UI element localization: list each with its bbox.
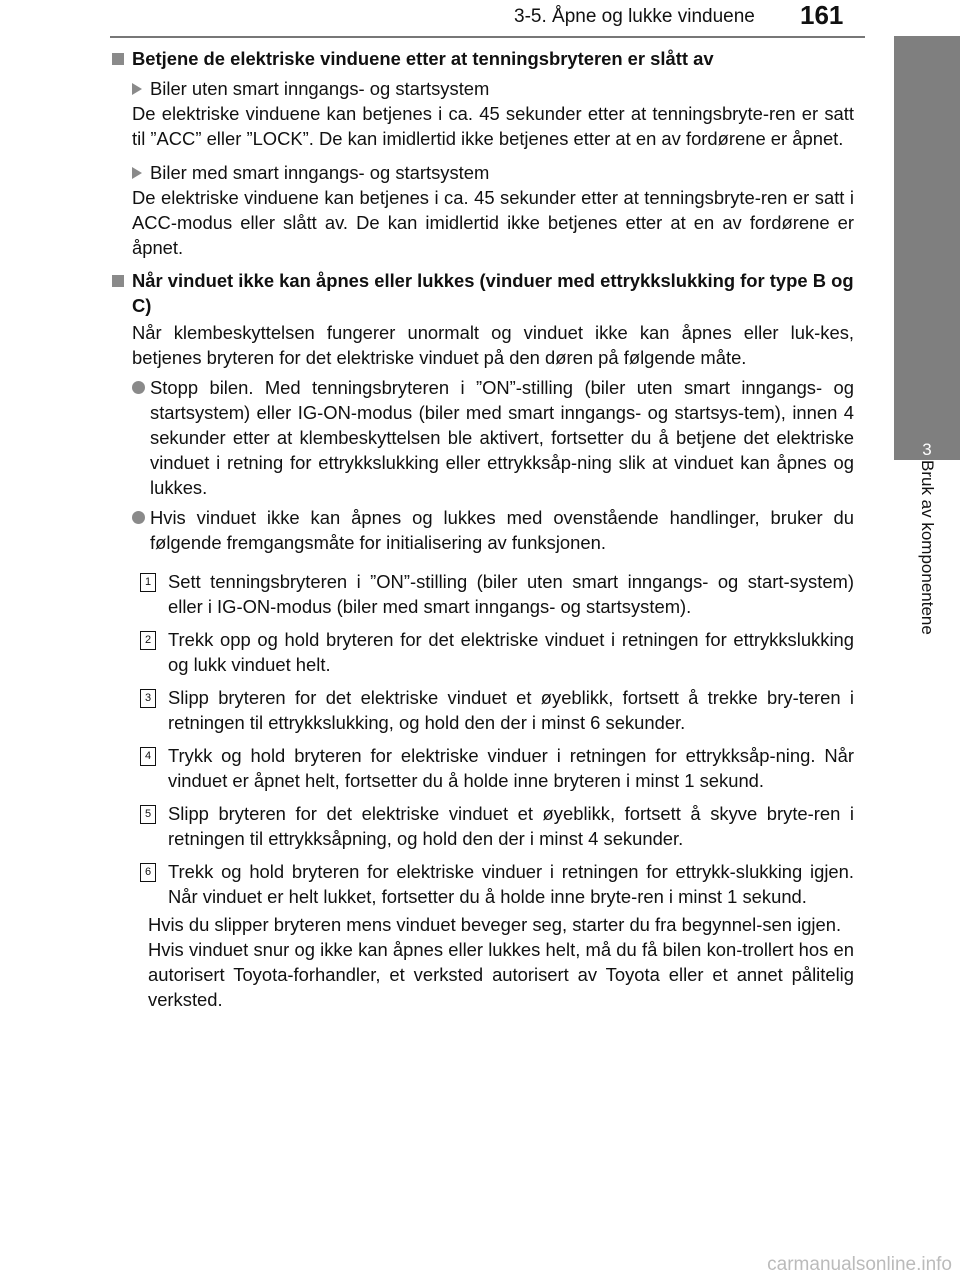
list-item: Stopp bilen. Med tenningsbryteren i ”ON”-stilling (biler uten smart inngangs- og startsystem) eller IG-ON-modus (biler med smart inngangs- og startsys-tem), innen 4 sekunder etter at klembeskyttelsen ble aktivert, fortsetter du å betjene det elektriske vinduet i retning for ettrykkslukking eller ettrykksåp-ning slik at vinduet kan åpnes og lukkes. — [112, 375, 854, 500]
step-number: 5 — [140, 805, 156, 824]
circle-bullet-icon — [132, 511, 145, 524]
chapter-label-area — [894, 460, 960, 690]
paragraph: De elektriske vinduene kan betjenes i ca. 45 sekunder etter at tenningsbryte-ren er satt i ACC-modus eller slått av. De kan imidlertid ikke betjenes etter at en av fordørene er åpnet. — [132, 187, 854, 258]
step-item: 5 Slipp bryteren for det elektriske vinduet et øyeblikk, fortsett å skyve bryte-ren i retningen til ettrykksåpning, og hold den der i minst 4 sekunder. — [112, 801, 854, 851]
step-number: 3 — [140, 689, 156, 708]
section-heading: Når vinduet ikke kan åpnes eller lukkes (vinduer med ettrykkslukking for type B og C) — [112, 268, 854, 318]
header-title: 3-5. Åpne og lukke vinduene — [514, 6, 755, 27]
triangle-bullet-icon — [132, 167, 142, 179]
header-divider — [110, 36, 865, 38]
step-item: 6 Trekk og hold bryteren for elektriske vinduer i retningen for ettrykk-slukking igjen. Når vinduet er helt lukket, fortsetter du å holde inne bryte-ren i minst 1 sekund. — [112, 859, 854, 909]
paragraph: Når klembeskyttelsen fungerer unormalt og vinduet ikke kan åpnes eller luk-kes, betjenes bryteren for det elektriske vinduet på den døren på følgende måte. — [132, 322, 854, 368]
step-item: 3 Slipp bryteren for det elektriske vinduet et øyeblikk, fortsett å trekke bry-teren i retningen til ettrykkslukking, og hold den der i minst 6 sekunder. — [112, 685, 854, 735]
page-header — [0, 0, 960, 40]
step-item: 4 Trykk og hold bryteren for elektriske vinduer i retningen for ettrykksåp-ning. Når vinduet er åpnet helt, fortsetter du å holde inne bryteren i minst 1 sekund. — [112, 743, 854, 793]
list-item: Hvis vinduet ikke kan åpnes og lukkes med ovenstående handlinger, bruker du følgende fremgangsmåte for initialisering av funksjonen. — [112, 505, 854, 555]
square-bullet-icon — [112, 53, 124, 65]
square-bullet-icon — [112, 275, 124, 287]
subsection-label: Biler med smart inngangs- og startsystem — [112, 160, 854, 185]
note-text: Hvis vinduet snur og ikke kan åpnes eller lukkes helt, må du få bilen kon-trollert hos en autorisert Toyota-forhandler, et verksted autorisert av Toyota eller et annet pålitelig verksted. — [148, 939, 854, 1010]
step-number: 6 — [140, 863, 156, 882]
paragraph: De elektriske vinduene kan betjenes i ca. 45 sekunder etter at tenningsbryte-ren er satt til ”ACC” eller ”LOCK”. De kan imidlertid ikke betjenes etter at en av fordørene er åpnet. — [132, 103, 854, 149]
step-number: 2 — [140, 631, 156, 650]
chapter-tab — [894, 36, 960, 460]
step-number: 1 — [140, 573, 156, 592]
watermark: carmanualsonline.info — [767, 1254, 952, 1275]
chapter-label: Bruk av komponentene — [918, 460, 937, 635]
circle-bullet-icon — [132, 381, 145, 394]
step-number: 4 — [140, 747, 156, 766]
note-text: Hvis du slipper bryteren mens vinduet beveger seg, starter du fra begynnel-sen igjen. — [148, 914, 842, 935]
page-content — [112, 46, 854, 1012]
step-item: 2 Trekk opp og hold bryteren for det elektriske vinduet i retningen for ettrykkslukking og lukk vinduet helt. — [112, 627, 854, 677]
section-heading: Betjene de elektriske vinduene etter at tenningsbryteren er slått av — [112, 46, 854, 71]
chapter-number: 3 — [922, 440, 932, 459]
triangle-bullet-icon — [132, 83, 142, 95]
step-item: 1 Sett tenningsbryteren i ”ON”-stilling (biler uten smart inngangs- og start-system) eller i IG-ON-modus (biler med smart inngangs- og startsystem). — [112, 569, 854, 619]
subsection-label: Biler uten smart inngangs- og startsystem — [112, 76, 854, 101]
page-number: 161 — [800, 0, 844, 30]
